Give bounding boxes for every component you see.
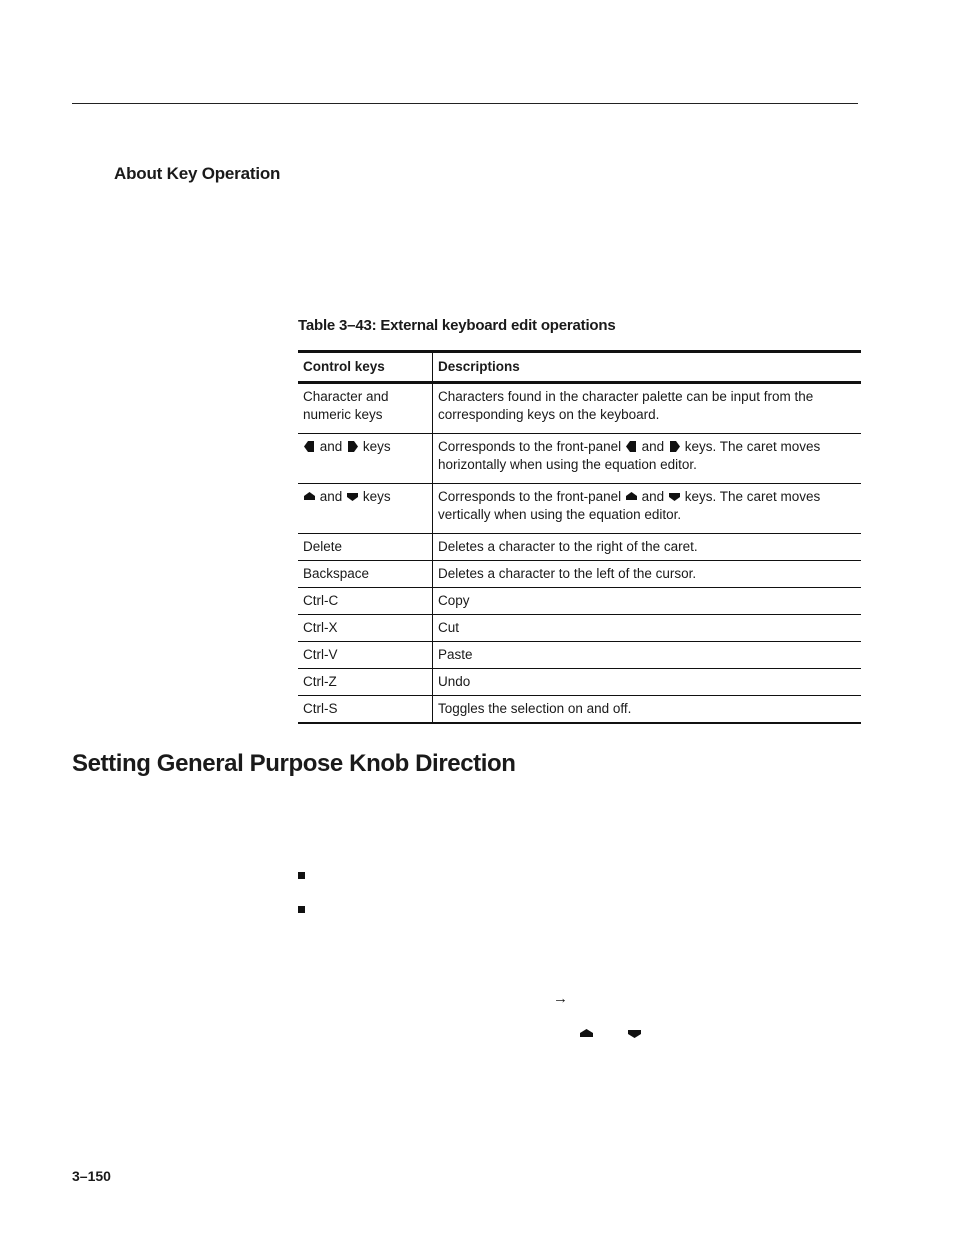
description-suffix: keys. The caret moves horizontally when using the equation editor. bbox=[438, 439, 821, 472]
control-key-cell: Ctrl-C bbox=[298, 588, 433, 615]
description-and: and bbox=[641, 439, 665, 454]
table-row bbox=[298, 669, 861, 696]
arrow-symbol: → bbox=[553, 990, 568, 1007]
table-row bbox=[298, 434, 861, 484]
description-suffix: keys. The caret moves vertically when using the equation editor. bbox=[438, 489, 821, 522]
table-caption: Table 3–43: External keyboard edit operations bbox=[298, 317, 616, 334]
section-heading: About Key Operation bbox=[114, 164, 281, 183]
table-row bbox=[298, 484, 861, 534]
top-rule bbox=[72, 103, 858, 104]
control-key-cell: Backspace bbox=[298, 561, 433, 588]
bullet-icon bbox=[298, 872, 305, 879]
up-arrow-key-icon bbox=[580, 1028, 593, 1039]
table-row bbox=[298, 534, 861, 561]
control-key-and: and bbox=[319, 439, 343, 454]
control-key-cell bbox=[298, 484, 433, 534]
up-arrow-key-icon bbox=[304, 491, 315, 502]
section-title: Setting General Purpose Knob Direction bbox=[72, 750, 516, 777]
page-number: 3–150 bbox=[72, 1168, 111, 1184]
column-header-control-keys: Control keys bbox=[298, 352, 433, 383]
table-row bbox=[298, 588, 861, 615]
description-and: and bbox=[641, 489, 665, 504]
right-arrow-key-icon bbox=[669, 441, 680, 452]
column-header-descriptions: Descriptions bbox=[433, 352, 862, 383]
control-key-suffix: keys bbox=[362, 439, 391, 454]
table-row bbox=[298, 383, 861, 434]
table-row bbox=[298, 696, 861, 724]
description-prefix: Corresponds to the front-panel bbox=[438, 489, 622, 504]
control-key-cell: Ctrl-S bbox=[298, 696, 433, 724]
left-arrow-key-icon bbox=[626, 441, 637, 452]
table-row bbox=[298, 561, 861, 588]
control-key-cell: Ctrl-V bbox=[298, 642, 433, 669]
bullet-icon bbox=[298, 906, 305, 913]
down-arrow-key-icon bbox=[347, 491, 358, 502]
description-cell: Deletes a character to the right of the caret. bbox=[433, 534, 862, 561]
description-cell bbox=[433, 434, 862, 484]
table-header-row bbox=[298, 352, 861, 383]
control-key-cell: Ctrl-Z bbox=[298, 669, 433, 696]
right-arrow-key-icon bbox=[347, 441, 358, 452]
control-key-cell: Character and numeric keys bbox=[298, 383, 433, 434]
down-arrow-key-icon bbox=[669, 491, 680, 502]
description-prefix: Corresponds to the front-panel bbox=[438, 439, 622, 454]
left-arrow-key-icon bbox=[304, 441, 315, 452]
control-key-cell: Delete bbox=[298, 534, 433, 561]
description-cell: Undo bbox=[433, 669, 862, 696]
control-key-cell: Ctrl-X bbox=[298, 615, 433, 642]
description-cell: Paste bbox=[433, 642, 862, 669]
description-cell: Deletes a character to the left of the cursor. bbox=[433, 561, 862, 588]
description-cell: Cut bbox=[433, 615, 862, 642]
up-arrow-key-icon bbox=[626, 491, 637, 502]
table-row bbox=[298, 642, 861, 669]
table-row bbox=[298, 615, 861, 642]
control-key-and: and bbox=[319, 489, 343, 504]
control-key-cell bbox=[298, 434, 433, 484]
description-cell bbox=[433, 484, 862, 534]
keyboard-operations-table bbox=[298, 350, 861, 724]
down-arrow-key-icon bbox=[628, 1028, 641, 1039]
description-cell: Characters found in the character palette can be input from the corresponding keys on the keyboard. bbox=[438, 389, 814, 422]
description-cell: Toggles the selection on and off. bbox=[433, 696, 862, 724]
description-cell: Copy bbox=[433, 588, 862, 615]
control-key-suffix: keys bbox=[362, 489, 391, 504]
